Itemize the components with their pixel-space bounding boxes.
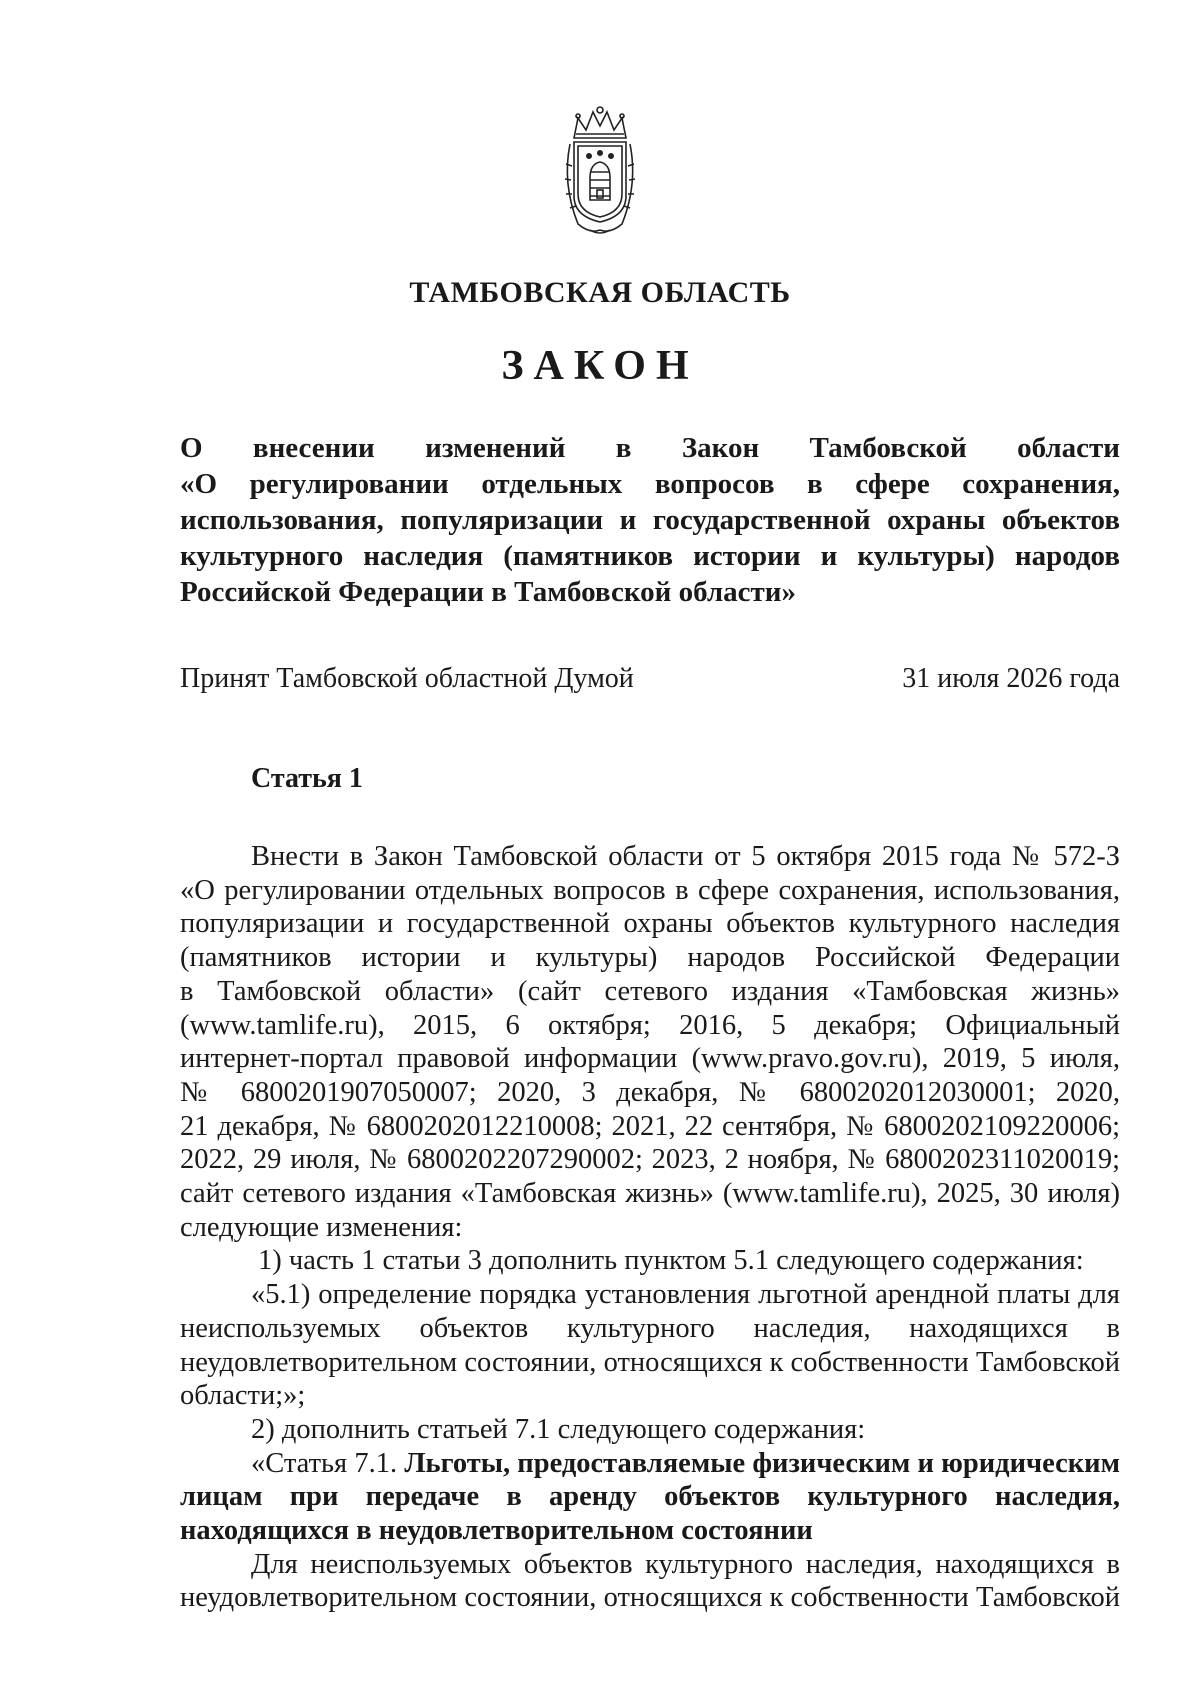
law-title-line: «О регулировании отдельных вопросов в сфере сохранения, [180, 468, 1120, 500]
law-title-line: Российской Федерации в Тамбовской области» [180, 576, 796, 608]
body-line: № 6800201907050007; 2020, 3 декабря, № 6800202012030001; 2020, [180, 1076, 1120, 1108]
body-line: (памятников истории и культуры) народов Российской Федерации [180, 942, 1120, 974]
body-line: находящихся в неудовлетворительном состоянии [180, 1515, 813, 1547]
body-line: Для неиспользуемых объектов культурного наследия, находящихся в [251, 1548, 1120, 1580]
body-line: неиспользуемых объектов культурного наследия, находящихся в [180, 1312, 1120, 1344]
law-title-line: О внесении изменений в Закон Тамбовской области [180, 432, 1120, 464]
adoption-line [180, 663, 1120, 697]
body-line: области;»; [180, 1380, 306, 1412]
tambov-coat-of-arms-icon [560, 104, 640, 238]
article-body [180, 840, 1120, 1615]
body-line [180, 1447, 1120, 1481]
adoption-date: 31 июля 2026 года [902, 663, 1120, 694]
new-article-title: Льготы, предоставляемые физическим и юридическим [404, 1447, 1120, 1479]
document-type: ЗАКОН [501, 343, 699, 389]
body-line: (www.tamlife.ru), 2015, 6 октября; 2016, 5 декабря; Официальный [180, 1009, 1120, 1041]
body-line: «5.1) определение порядка установления льготной арендной платы для [251, 1279, 1120, 1311]
article-heading: Статья 1 [251, 763, 363, 794]
body-line: 21 декабря, № 6800202012210008; 2021, 22 сентября, № 6800202109220006; [180, 1110, 1120, 1142]
body-line: сайт сетевого издания «Тамбовская жизнь» (www.tamlife.ru), 2025, 30 июля) [180, 1178, 1120, 1210]
law-title-line: культурного наследия (памятников истории и культуры) народов [180, 540, 1120, 572]
body-line: Внести в Закон Тамбовской области от 5 октября 2015 года № 572-З [251, 841, 1120, 872]
body-line: интернет-портал правовой информации (www.pravo.gov.ru), 2019, 5 июля, [180, 1043, 1120, 1075]
region-name: ТАМБОВСКАЯ ОБЛАСТЬ [409, 276, 791, 309]
body-line: неудовлетворительном состоянии, относящихся к собственности Тамбовской [180, 1582, 1120, 1614]
body-line: 1) часть 1 статьи 3 дополнить пунктом 5.1 следующего содержания: [258, 1245, 1084, 1277]
body-line: неудовлетворительном состоянии, относящихся к собственности Тамбовской [180, 1346, 1120, 1378]
body-line: следующие изменения: [180, 1211, 463, 1243]
body-line: «О регулировании отдельных вопросов в сфере сохранения, использования, [180, 874, 1120, 906]
body-line: 2) дополнить статьей 7.1 следующего содержания: [251, 1413, 866, 1445]
body-line: лицам при передаче в аренду объектов культурного наследия, [180, 1481, 1120, 1513]
law-title-line: использования, популяризации и государственной охраны объектов [180, 504, 1120, 536]
new-article-number: «Статья 7.1. [251, 1447, 398, 1479]
body-line: в Тамбовской области» (сайт сетевого издания «Тамбовская жизнь» [180, 975, 1120, 1007]
adopted-by: Принят Тамбовской областной Думой [180, 663, 634, 694]
law-title [180, 430, 1120, 610]
body-line: 2022, 29 июля, № 6800202207290002; 2023, 2 ноября, № 6800202311020019; [180, 1144, 1120, 1176]
body-line: популяризации и государственной охраны объектов культурного наследия [180, 908, 1120, 940]
